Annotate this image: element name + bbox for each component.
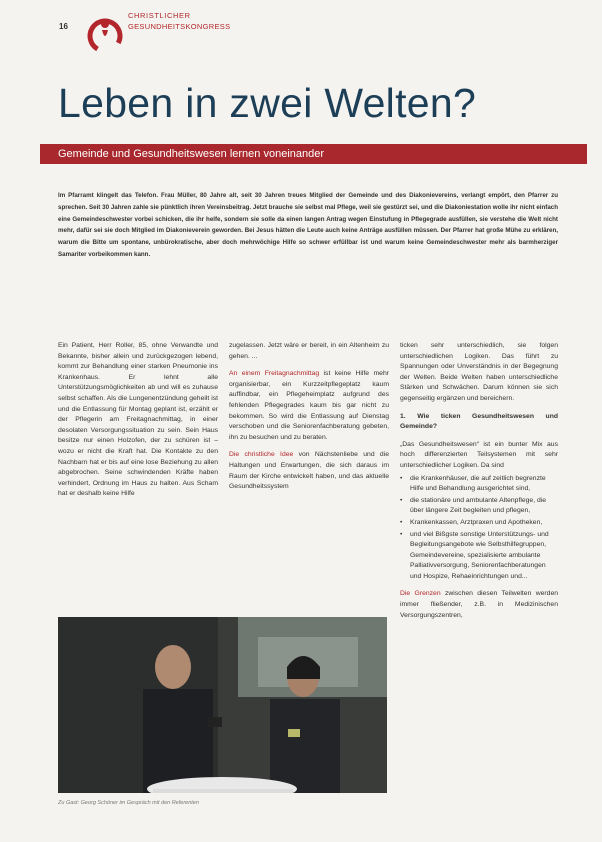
intro-paragraph: Im Pfarramt klingelt das Telefon. Frau Müller, 80 Jahre alt, seit 30 Jahren treues Mitglied der Gemeinde und des Diakonievereins, verlangt empört, den Pfarrer zu sprechen. Seit 30 Jahren zahle sie pünktlich ihren Vereinsbeitrag. Jetzt brauche sie selbst mal Pflege, weil sie gestürzt sei, und die Diakoniestation wolle ihr nicht einfach eine Gemeindeschwester vorbei schicken, die ihr helfe, sondern sie solle da einen langen Antrag wegen Einstufung in Pflegegrade ausfüllen, sie verstehe die Welt nicht mehr, dafür sei sie doch Mitglied im Diakonieverein geworden. Bei Jesus hätten die Leute auch keine Anträge ausfüllen müssen. Der Pfarrer hat große Mühe zu erklären, warum die Bitte um spontane, unbürokratische, aber doch mehrwöchige Hilfe so schwer erfüllbar ist und warum keine Gemeindeschwester mehr als barmherziger Samariter vorbeikommen kann. [58, 192, 558, 258]
brand-line1: CHRISTLICHER [128, 11, 191, 20]
col2-p3-text: von Nächstenliebe und die Haltungen und Erwartungen, die sich daraus im Raum der Kirche entwickelt haben, und das aktuelle Gesundheitssystem [229, 451, 389, 491]
col2-p2-text: ist keine Hilfe mehr organisierbar, ein Kurzzeitpflegeplatz kaum auffindbar, ein Pflegeheimplatz aufgrund des fehlenden Pflegegrades kaum bis gar nicht zu bekommen. So wird die Entlassung auf Dienstag verschoben und die Seniorenfachberatung gebeten, ihn zu besuchen und zu beraten. [229, 370, 389, 441]
column-1 [58, 341, 218, 507]
col2-paragraph-3 [229, 450, 389, 492]
col1-paragraph: Ein Patient, Herr Roller, 85, ohne Verwandte und Bekannte, bisher allein und zurückgezogen lebend, kommt zur Behandlung einer starken Pneumonie ins Krankenhaus. Er lehnt alle Unterstützungsmöglichkeiten ab und will es zuhause selbst schaffen. Als die Lungenentzündung geheilt ist und die Entlassung für Montag geplant ist, erzählt er der Pflegerin am Freitagnachmittag, in einer desolaten Versorgungssituation zu sein. Sein Haus besitze nur einen Holzofen, der zu schüren ist – wozu er nicht die Kraft hat. Die Kontakte zu den Nachbarn hat er bis auf eine lose Beziehung zu allen abgebrochen. Seine schwindenden Kräfte haben verhindert, Ordnung im Haus zu halten. Aus Scham hat er deshalb keine Hilfe [58, 342, 218, 498]
col3-paragraph-3 [400, 589, 558, 621]
col3-heading: 1. Wie ticken Gesundheitswesen und Gemeinde? [400, 412, 558, 431]
article-title: Leben in zwei Welten? [58, 80, 477, 126]
list-item: • und viel Bißgste sonstige Unterstützungs- und Begleitungsangebote wie Selbsthilfegruppen, Gemeindevereine, spezialisierte ambulante Palliativversorgung, Seniorenfachberatungen und Hospize, Rehaeinrichtungen und... [400, 530, 558, 583]
event-photo [58, 617, 387, 793]
col2-p2-lead: An einem Freitagnachmittag [229, 370, 320, 378]
col3-paragraph-1: ticken sehr unterschiedlich, sie folgen unterschiedlichen Logiken. Das führt zu Spannungen oder Unverständnis in der Begegnung der Welten. Beide Welten haben unterschiedliche Stärken und Schwächen. Darum können sie sich gegenseitig ergänzen und bereichern. [400, 342, 558, 402]
col2-paragraph-1: zugelassen. Jetzt wäre er bereit, in ein Altenheim zu gehen. ... [229, 342, 389, 360]
page-number: 16 [59, 22, 68, 31]
col2-paragraph-2 [229, 369, 389, 443]
list-item: • die stationäre und ambulante Altenpflege, die über längere Zeit begleiten und pflegen, [400, 496, 558, 517]
congress-logo-icon [84, 12, 126, 54]
photo-caption: Zu Gast: Georg Schöner im Gespräch mit den Referenten [58, 800, 199, 806]
column-3 [400, 341, 558, 628]
col3-p3-lead: Die Grenzen [400, 590, 441, 598]
col2-p3-lead: Die christliche Idee [229, 451, 294, 459]
list-item: • Krankenkassen, Arztpraxen und Apotheken, [400, 518, 558, 529]
brand-line2: GESUNDHEITSKONGRESS [128, 22, 231, 31]
col3-paragraph-2: „Das Gesundheitswesen“ ist ein bunter Mix aus hoch differenzierten Teilsystemen mit sehr unterschiedlicher Logiken. Da sind [400, 440, 558, 469]
col3-bullet-list [400, 474, 558, 583]
list-item: • die Krankenhäuser, die auf zeitlich begrenzte Hilfe und Behandlung ausgerichtet sind, [400, 474, 558, 495]
col3-p3-text: zwischen diesen Teilwelten werden immer fließender, z.B. in Medizinischen Versorgungszentren, [400, 590, 559, 619]
column-2 [229, 341, 389, 500]
subtitle-band [40, 144, 587, 164]
article-subtitle: Gemeinde und Gesundheitswesen lernen voneinander [58, 148, 325, 160]
